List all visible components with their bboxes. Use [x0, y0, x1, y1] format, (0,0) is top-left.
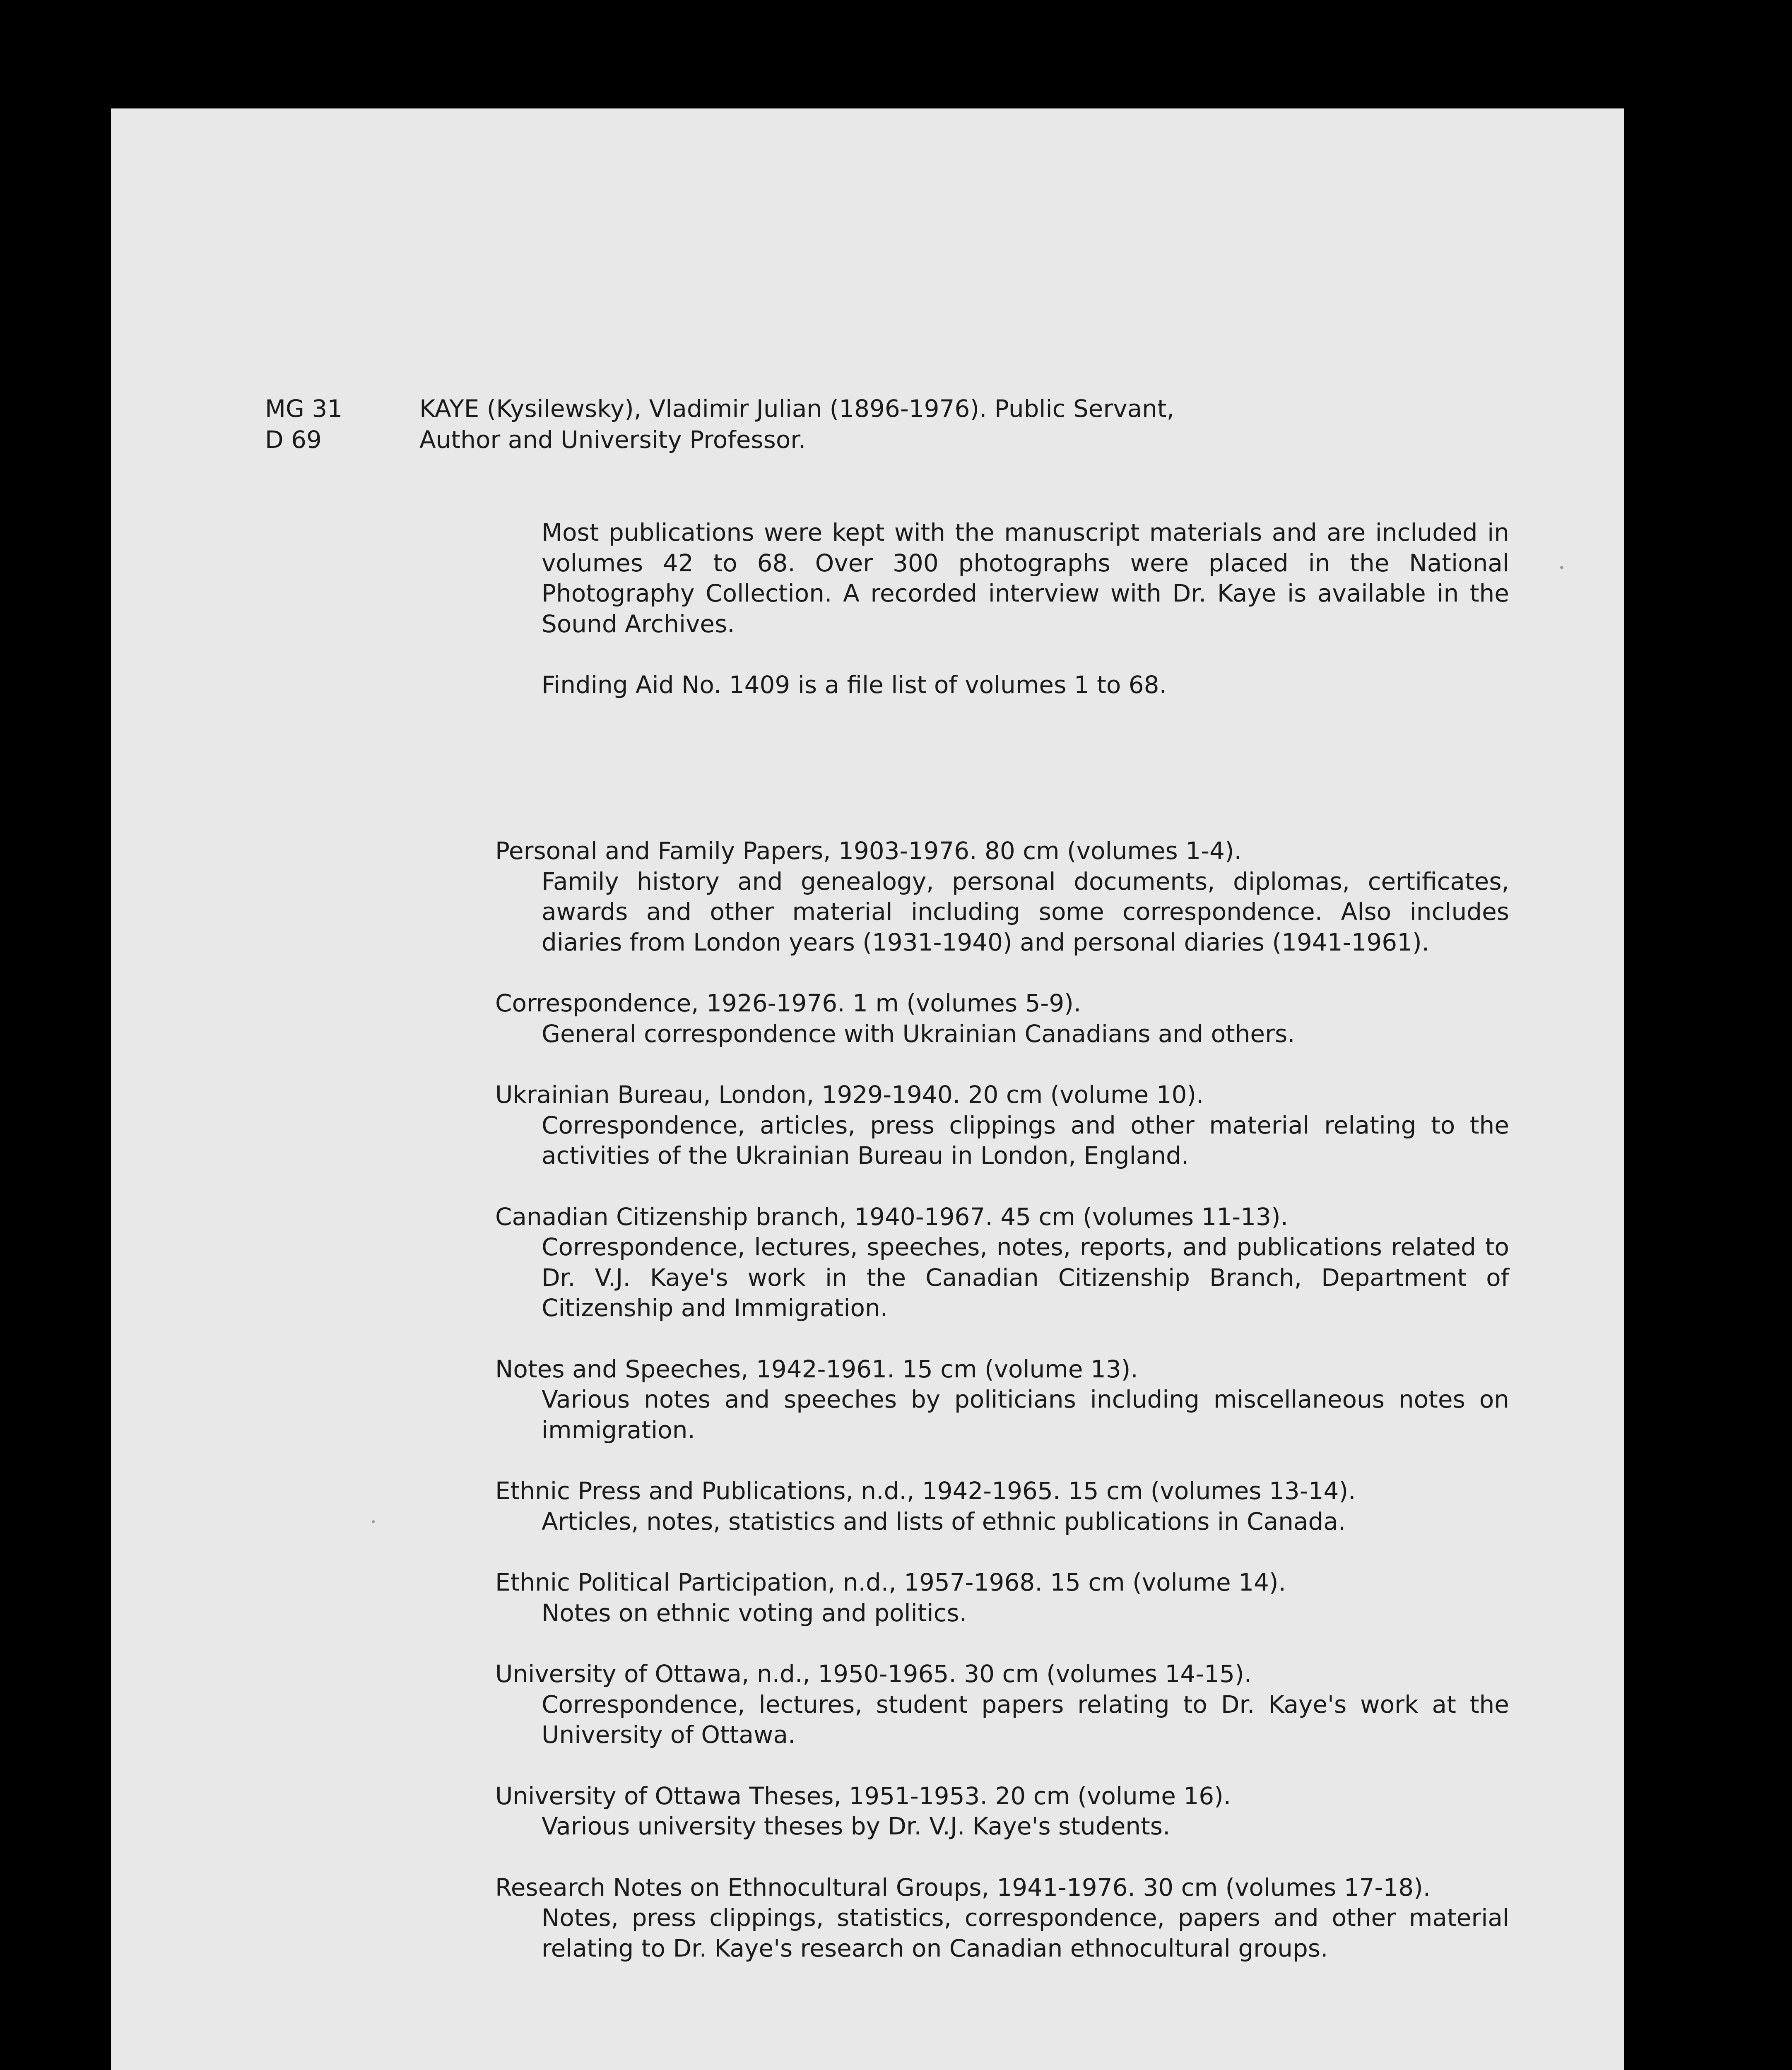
scan-speck [372, 1520, 375, 1523]
finding-aid-paragraph: Finding Aid No. 1409 is a file list of volumes 1 to 68. [542, 671, 1167, 699]
series-description: General correspondence with Ukrainian Canadians and others. [542, 1019, 1295, 1048]
reference-line-1: MG 31 [265, 395, 343, 423]
series-description: Correspondence, lectures, student papers relating to Dr. Kaye's work at the University of Ottawa. [542, 1690, 1509, 1749]
document-title [419, 393, 1537, 455]
reference-line-2: D 69 [265, 426, 322, 454]
reference-code [265, 393, 342, 455]
series-entry [495, 1659, 1509, 1750]
series-heading: Canadian Citizenship branch, 1940-1967. 45 cm (volumes 11-13). [495, 1202, 1289, 1231]
series-list [495, 836, 1509, 1994]
series-entry [495, 988, 1509, 1049]
series-description: Notes, press clippings, statistics, correspondence, papers and other material relating to Dr. Kaye's research on Canadian ethnocultural groups. [542, 1904, 1509, 1962]
series-heading: Research Notes on Ethnocultural Groups, 1941-1976. 30 cm (volumes 17-18). [495, 1873, 1431, 1902]
series-entry [495, 1873, 1509, 1964]
series-description: Articles, notes, statistics and lists of ethnic publications in Canada. [542, 1507, 1346, 1536]
title-line-1: KAYE (Kysilewsky), Vladimir Julian (1896-1976). Public Servant, [419, 395, 1175, 423]
series-description: Correspondence, lectures, speeches, notes, reports, and publications related to Dr. V.J. Kaye's work in the Canadian Citizenship Branch, Department of Citizenship and Immigration. [542, 1233, 1509, 1322]
document-page [111, 108, 1624, 2070]
intro-section [542, 518, 1509, 731]
series-description: Various notes and speeches by politicians including miscellaneous notes on immigration. [542, 1385, 1509, 1444]
series-entry [495, 1202, 1509, 1324]
series-description: Various university theses by Dr. V.J. Kaye's students. [542, 1812, 1171, 1840]
series-heading: University of Ottawa, n.d., 1950-1965. 30 cm (volumes 14-15). [495, 1660, 1252, 1688]
series-heading: Correspondence, 1926-1976. 1 m (volumes 5-9). [495, 989, 1081, 1017]
series-description: Correspondence, articles, press clippings and other material relating to the activities of the Ukrainian Bureau in London, England. [542, 1111, 1509, 1170]
series-entry [495, 1567, 1509, 1628]
series-heading: Notes and Speeches, 1942-1961. 15 cm (volume 13). [495, 1355, 1138, 1383]
series-heading: Ethnic Political Participation, n.d., 1957-1968. 15 cm (volume 14). [495, 1568, 1286, 1596]
series-entry [495, 1354, 1509, 1446]
series-entry [495, 1781, 1509, 1842]
series-entry [495, 1476, 1509, 1537]
intro-paragraph: Most publications were kept with the manuscript materials and are included in volumes 42 to 68. Over 300 photographs were placed in the National Photography Collection. A recorded interview with Dr. Kaye is available in the Sound Archives. [542, 518, 1509, 638]
series-heading: University of Ottawa Theses, 1951-1953. 20 cm (volume 16). [495, 1781, 1231, 1810]
series-description: Family history and genealogy, personal documents, diplomas, certificates, awards and other material including some correspondence. Also includes diaries from London years (1931-1940) and personal diaries (1941-1961). [542, 867, 1509, 956]
title-line-2: Author and University Professor. [419, 426, 806, 454]
series-heading: Ethnic Press and Publications, n.d., 1942-1965. 15 cm (volumes 13-14). [495, 1477, 1356, 1505]
scan-speck [1560, 566, 1563, 569]
series-heading: Ukrainian Bureau, London, 1929-1940. 20 cm (volume 10). [495, 1081, 1204, 1109]
series-description: Notes on ethnic voting and politics. [542, 1598, 967, 1627]
series-entry [495, 1080, 1509, 1171]
series-heading: Personal and Family Papers, 1903-1976. 80 cm (volumes 1-4). [495, 837, 1242, 865]
series-entry [495, 836, 1509, 958]
